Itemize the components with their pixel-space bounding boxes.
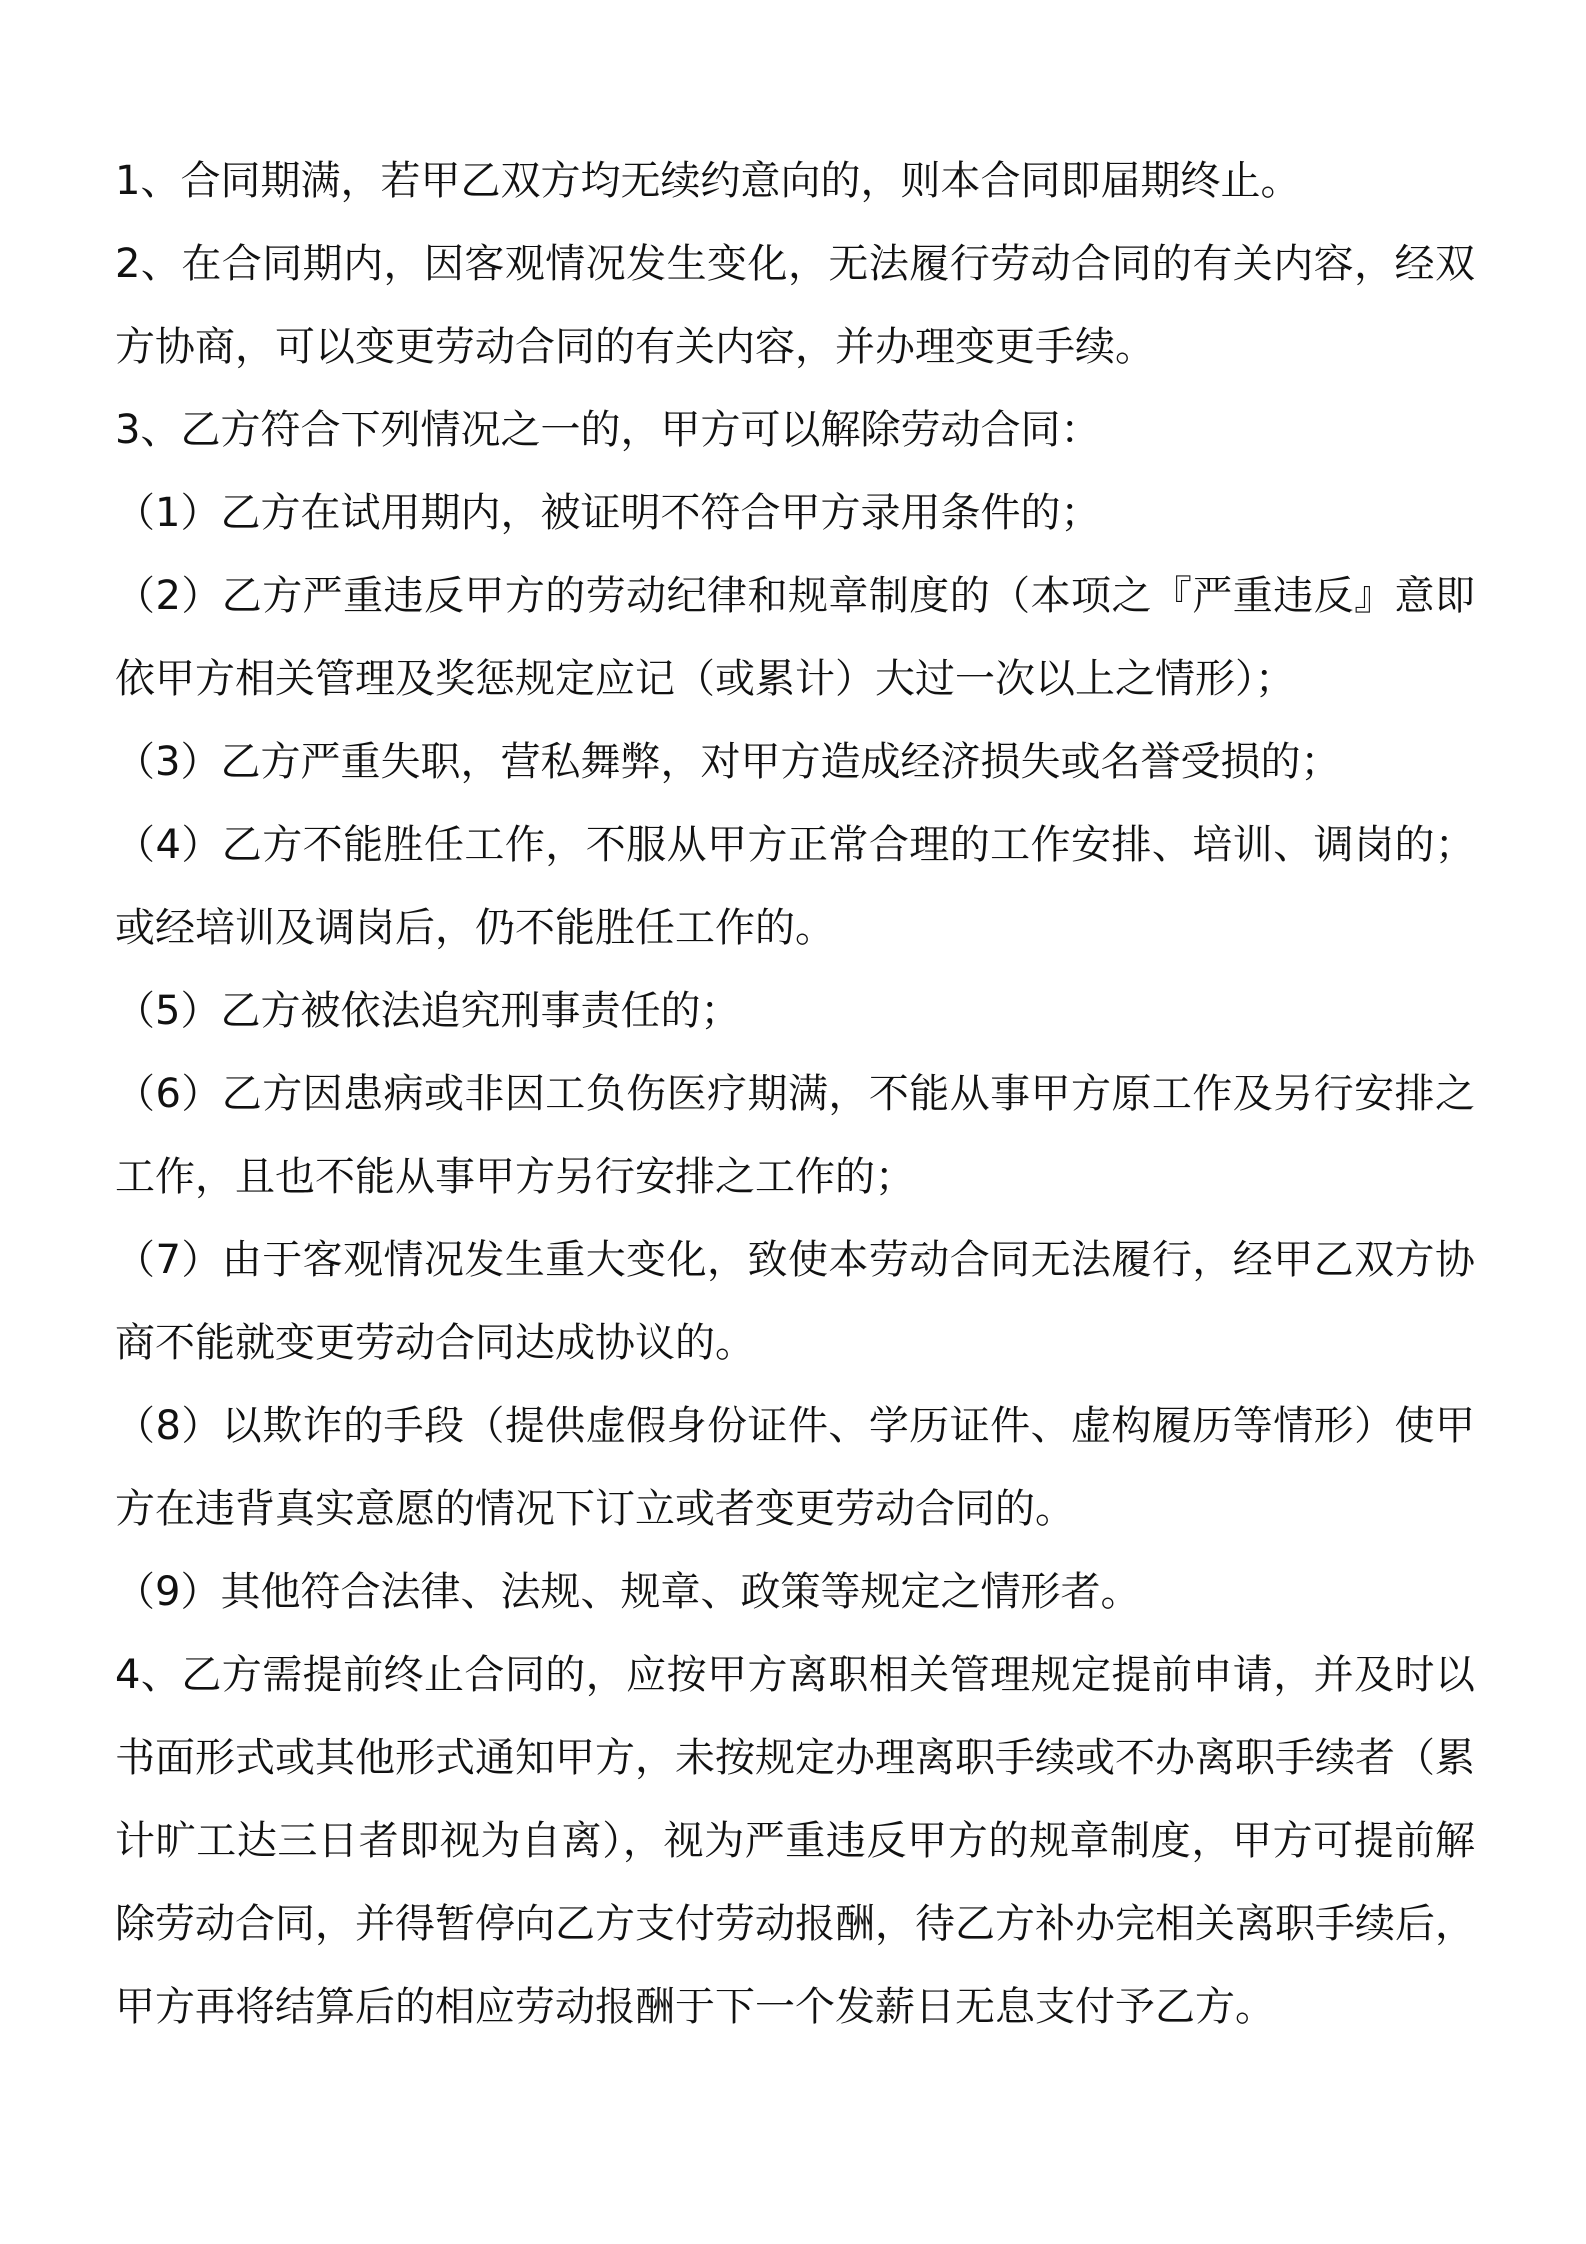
clause-3-item-7: （7）由于客观情况发生重大变化，致使本劳动合同无法履行，经甲乙双方协商不能就变更劳动合同达成协议的。 (115, 1237, 1475, 1366)
clause-3: 3、乙方符合下列情况之一的，甲方可以解除劳动合同： (115, 407, 1101, 453)
clause-3-item-2: （2）乙方严重违反甲方的劳动纪律和规章制度的（本项之『严重违反』意即依甲方相关管理及奖惩规定应记（或累计）大过一次以上之情形）； (115, 573, 1475, 702)
clause-3-item-5: （5）乙方被依法追究刑事责任的； (115, 988, 741, 1034)
clause-4: 4、乙方需提前终止合同的，应按甲方离职相关管理规定提前申请，并及时以书面形式或其他形式通知甲方，未按规定办理离职手续或不办离职手续者（累计旷工达三日者即视为自离），视为严重违反甲方的规章制度，甲方可提前解除劳动合同，并得暂停向乙方支付劳动报酬，待乙方补办完相关离职手续后，甲方再将结算后的相应劳动报酬于下一个发薪日无息支付予乙方。 (115, 1652, 1475, 2030)
clause-3-item-1: （1）乙方在试用期内，被证明不符合甲方录用条件的； (115, 490, 1101, 536)
clause-2: 2、在合同期内，因客观情况发生变化，无法履行劳动合同的有关内容，经双方协商，可以变更劳动合同的有关内容，并办理变更手续。 (115, 241, 1475, 370)
clause-1: 1、合同期满，若甲乙双方均无续约意向的，则本合同即届期终止。 (115, 158, 1301, 204)
clause-3-item-9: （9）其他符合法律、法规、规章、政策等规定之情形者。 (115, 1569, 1141, 1615)
clause-3-item-3: （3）乙方严重失职，营私舞弊，对甲方造成经济损失或名誉受损的； (115, 739, 1341, 785)
clause-3-item-4: （4）乙方不能胜任工作，不服从甲方正常合理的工作安排、培训、调岗的；或经培训及调岗后，仍不能胜任工作的。 (115, 822, 1475, 951)
clause-3-item-8: （8）以欺诈的手段（提供虚假身份证件、学历证件、虚构履历等情形）使甲方在违背真实意愿的情况下订立或者变更劳动合同的。 (115, 1403, 1475, 1532)
contract-body (115, 140, 1475, 2049)
clause-3-item-6: （6）乙方因患病或非因工负伤医疗期满，不能从事甲方原工作及另行安排之工作，且也不能从事甲方另行安排之工作的； (115, 1071, 1475, 1200)
